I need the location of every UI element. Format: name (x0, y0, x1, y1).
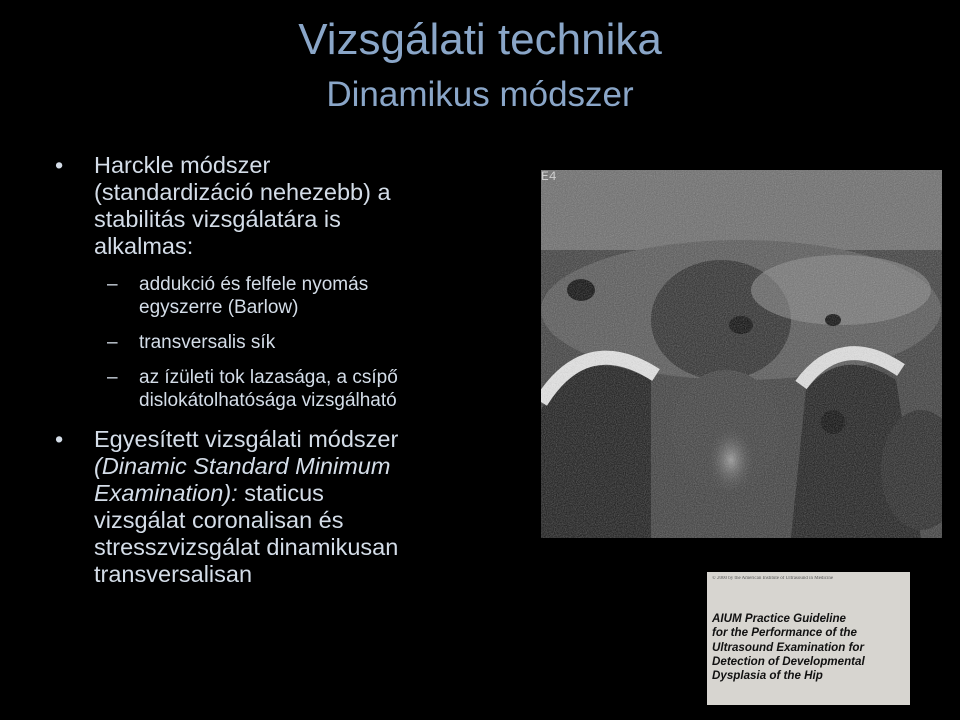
subitem-line: egyszerre (Barlow) (139, 297, 299, 318)
document-title-line: Detection of Developmental (712, 654, 865, 668)
subitem-transversalis (55, 331, 507, 354)
bullet-content (55, 152, 507, 588)
document-title-line: Dysplasia of the Hip (712, 669, 823, 683)
guideline-document-thumbnail (707, 572, 910, 705)
bullet-harckle (55, 152, 507, 260)
ultrasound-label: E4 (541, 170, 557, 184)
document-title-line: AIUM Practice Guideline (712, 612, 847, 625)
bullet-line: stresszvizsgálat dinamikusan (94, 534, 399, 560)
dash-mark: – (107, 274, 118, 295)
dash-mark: – (107, 332, 118, 353)
bullet-line: Egyesített vizsgálati módszer (94, 426, 399, 452)
bullet-line: transversalisan (94, 561, 253, 587)
slide-title: Vizsgálati technika (298, 15, 662, 64)
bullet-line: (standardizáció nehezebb) a (94, 179, 391, 205)
subitem-barlow (55, 273, 507, 319)
document-title-line: for the Performance of the (712, 626, 857, 640)
italic-text: Examination): (94, 480, 238, 506)
bullet-mark: • (55, 152, 64, 178)
bullet-line: vizsgálat coronalisan és (94, 507, 344, 533)
bullet-line-mixed (94, 480, 507, 507)
dash-mark: – (107, 367, 118, 388)
bullet-line-italic (94, 453, 507, 480)
subitem-line: transversalis sík (139, 332, 276, 353)
ultrasound-graphic (541, 170, 942, 538)
italic-text: (Dinamic Standard Minimum (94, 453, 391, 479)
hip-ultrasound-image (541, 170, 942, 538)
bullet-mark: • (55, 426, 64, 452)
subitem-line: az ízületi tok lazasága, a csípő (139, 367, 398, 388)
bullet-egyesitett (55, 426, 507, 588)
document-title-line: Ultrasound Examination for (712, 640, 865, 654)
bullet-text: staticus (237, 480, 324, 506)
subitem-izuleti-tok (55, 366, 507, 412)
bullet-line: alkalmas: (94, 233, 194, 259)
document-title (712, 612, 908, 683)
subitem-line: dislokátolhatósága vizsgálható (139, 390, 397, 411)
bullet-line: stabilitás vizsgálatára is (94, 206, 341, 232)
slide-subtitle: Dinamikus módszer (326, 75, 634, 114)
bullet-line: Harckle módszer (94, 152, 271, 178)
subitem-line: addukció és felfele nyomás (139, 274, 369, 295)
document-header-text: © 2000 by the American Institute of Ultrasound in Medicine (712, 576, 834, 581)
